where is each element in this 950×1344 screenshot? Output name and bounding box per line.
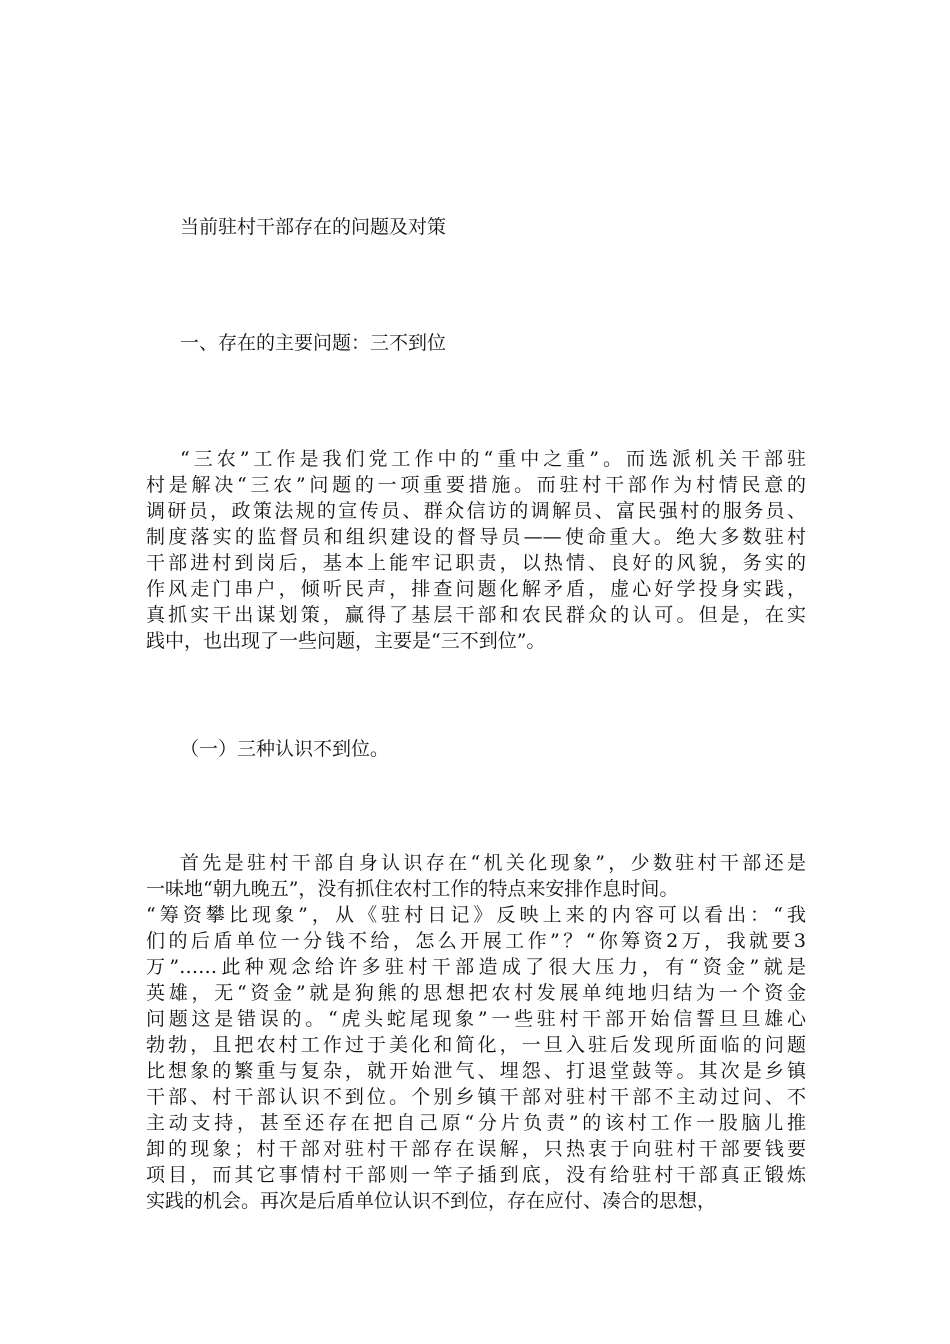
paragraph-line: 勃勃，且把农村工作过于美化和简化，一旦入驻后发现所面临的问题 (146, 1034, 806, 1056)
paragraph-line: 问题这是错误的。“虎头蛇尾现象”一些驻村干部开始信誓旦旦雄心 (146, 1008, 806, 1030)
section-heading: 一、存在的主要问题：三不到位 (180, 332, 447, 354)
paragraph-line: “三农”工作是我们党工作中的“重中之重”。而选派机关干部驻 (180, 448, 806, 470)
paragraph-line: 调研员，政策法规的宣传员、群众信访的调解员、富民强村的服务员、 (146, 500, 806, 522)
paragraph-line: 比想象的繁重与复杂，就开始泄气、埋怨、打退堂鼓等。其次是乡镇 (146, 1060, 806, 1082)
paragraph-line: 干部、村干部认识不到位。个别乡镇干部对驻村干部不主动过问、不 (146, 1086, 806, 1108)
paragraph-1 (146, 446, 806, 654)
paragraph-line: 实践的机会。再次是后盾单位认识不到位，存在应付、凑合的思想， (146, 1190, 717, 1212)
paragraph-line: 项目，而其它事情村干部则一竿子插到底，没有给驻村干部真正锻炼 (146, 1164, 806, 1186)
paragraph-line: 主动支持，甚至还存在把自己原“分片负责”的该村工作一股脑儿推 (146, 1112, 806, 1134)
paragraph-line: 首先是驻村干部自身认识存在“机关化现象”，少数驻村干部还是 (180, 852, 806, 874)
paragraph-line: 一味地“朝九晚五”，没有抓住农村工作的特点来安排作息时间。 (146, 878, 679, 900)
paragraph-2 (146, 850, 806, 1214)
paragraph-line: 真抓实干出谋划策，赢得了基层干部和农民群众的认可。但是，在实 (146, 604, 806, 626)
paragraph-line: 作风走门串户，倾听民声，排查问题化解矛盾，虚心好学投身实践， (146, 578, 806, 600)
paragraph-line: 村是解决“三农”问题的一项重要措施。而驻村干部作为村情民意的 (146, 474, 806, 496)
paragraph-line: 英雄，无“资金”就是狗熊的思想把农村发展单纯地归结为一个资金 (146, 982, 806, 1004)
paragraph-line: 践中，也出现了一些问题，主要是“三不到位”。 (146, 630, 546, 652)
paragraph-line: 干部进村到岗后，基本上能牢记职责，以热情、良好的风貌，务实的 (146, 552, 806, 574)
paragraph-line: 万”……此种观念给许多驻村干部造成了很大压力，有“资金”就是 (146, 956, 806, 978)
paragraph-line: 们的后盾单位一分钱不给，怎么开展工作”？“你筹资2万，我就要3 (146, 930, 806, 952)
document-title: 当前驻村干部存在的问题及对策 (180, 216, 447, 238)
paragraph-line: 卸的现象；村干部对驻村干部存在误解，只热衷于向驻村干部要钱要 (146, 1138, 806, 1160)
paragraph-line: “筹资攀比现象”，从《驻村日记》反映上来的内容可以看出：“我 (146, 904, 806, 926)
subsection-heading: （一）三种认识不到位。 (180, 738, 390, 760)
paragraph-line: 制度落实的监督员和组织建设的督导员——使命重大。绝大多数驻村 (146, 526, 806, 548)
